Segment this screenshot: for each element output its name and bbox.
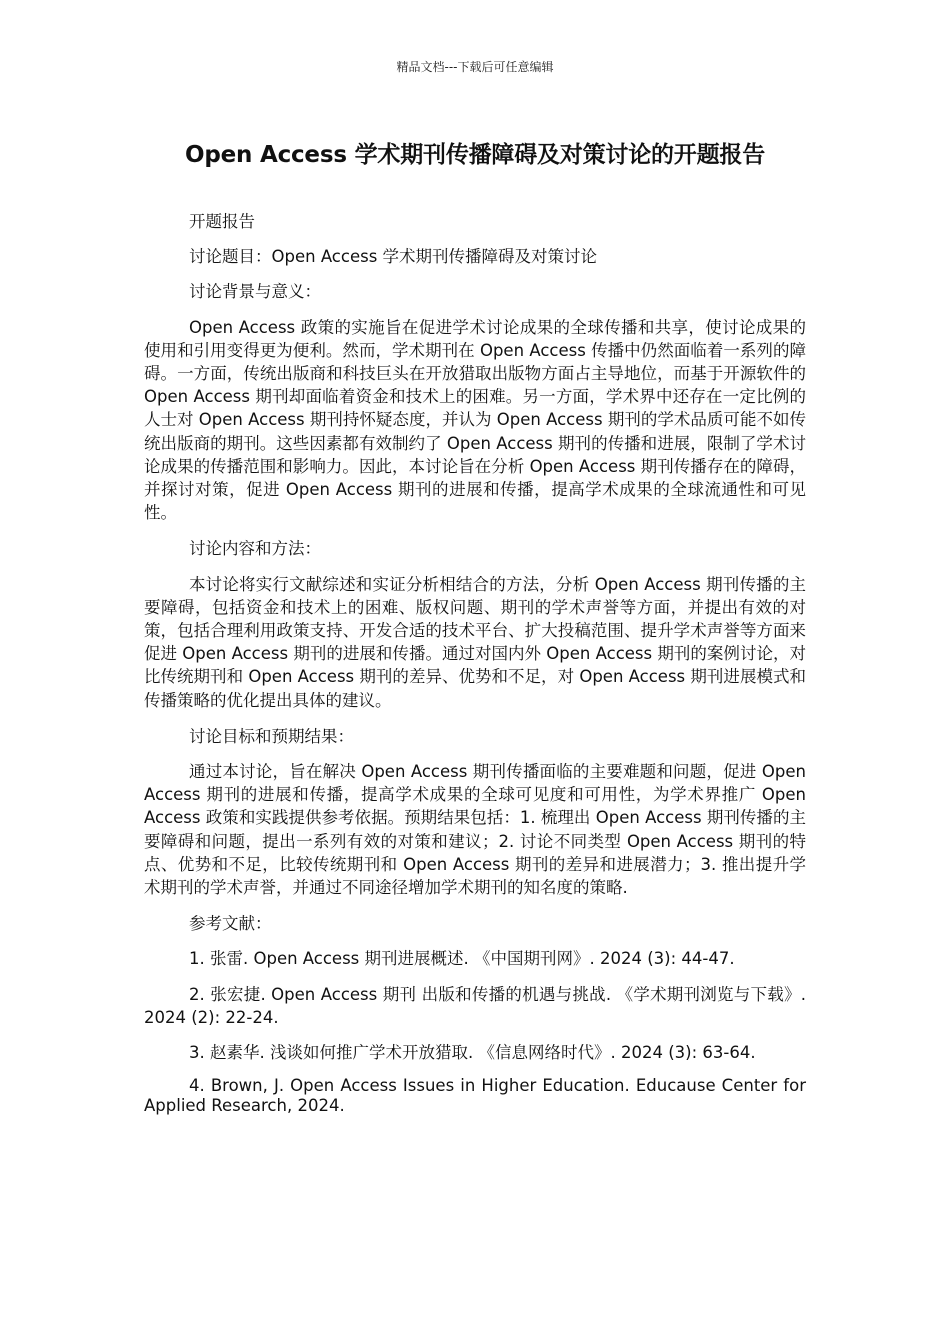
methods-heading: 讨论内容和方法： <box>189 539 321 559</box>
references-heading: 参考文献： <box>189 914 272 934</box>
document-body <box>144 210 806 1128</box>
methods-paragraph: 本讨论将实行文献综述和实证分析相结合的方法，分析 Open Access 期刊传播的主要障碍，包括资金和技术上的困难、版权问题、期刊的学术声誉等方面，并提出有效的对策，包括合理利用政策支持、开发合适的技术平台、扩大投稿范围、提升学术声誉等方面来促进 Open Access 期刊的进展和传播。通过对国内外 Open Access 期刊的案例讨论，对比传统期刊和 Open Access 期刊的差异、优势和不足，对 Open Access 期刊进展模式和传播策略的优化提出具体的建议。 <box>144 574 806 710</box>
reference-item: 1. 张雷. Open Access 期刊进展概述. 《中国期刊网》. 2024 (3): 44-47. <box>189 949 735 969</box>
goals-heading: 讨论目标和预期结果： <box>189 726 354 746</box>
page-header-note: 精品文档---下载后可任意编辑 <box>396 60 554 74</box>
background-heading: 讨论背景与意义： <box>189 282 321 302</box>
background-paragraph: Open Access 政策的实施旨在促进学术讨论成果的全球传播和共享，使讨论成果的使用和引用变得更为便利。然而，学术期刊在 Open Access 传播中仍然面临着一系列的障碍。一方面，传统出版商和科技巨头在开放猎取出版物方面占主导地位，而基于开源软件的 Open Access 期刊却面临着资金和技术上的困难。另一方面，学术界中还存在一定比例的人士对 Open Access 期刊持怀疑态度，并认为 Open Access 期刊的学术品质可能不如传统出版商的期刊。这些因素都有效制约了 Open Access 期刊的传播和进展，限制了学术讨论成果的传播范围和影响力。因此，本讨论旨在分析 Open Access 期刊传播存在的障碍，并探讨对策，促进 Open Access 期刊的进展和传播，提高学术成果的全球流通性和可见性。 <box>144 317 806 523</box>
goals-paragraph: 通过本讨论，旨在解决 Open Access 期刊传播面临的主要难题和问题，促进 Open Access 期刊的进展和传播，提高学术成果的全球可见度和可用性，为学术界推广 Open Access 政策和实践提供参考依据。预期结果包括：1. 梳理出 Open Access 期刊传播的主要障碍和问题，提出一系列有效的对策和建议；2. 讨论不同类型 Open Access 期刊的特点、优势和不足，比较传统期刊和 Open Access 期刊的差异和进展潜力；3. 推出提升学术期刊的学术声誉，并通过不同途径增加学术期刊的知名度的策略. <box>144 762 806 898</box>
document-title: Open Access 学术期刊传播障碍及对策讨论的开题报告 <box>184 142 766 168</box>
reference-item: 4. Brown, J. Open Access Issues in Higher Education. Educause Center for Applied Research, 2024. <box>144 1076 806 1116</box>
reference-item: 2. 张宏捷. Open Access 期刊 出版和传播的机遇与挑战. 《学术期刊浏览与下载》. 2024 (2): 22-24. <box>144 984 806 1027</box>
section-report-label: 开题报告 <box>189 212 255 231</box>
reference-item: 3. 赵素华. 浅谈如何推广学术开放猎取. 《信息网络时代》. 2024 (3): 63-64. <box>189 1043 756 1063</box>
topic-line: 讨论题目：Open Access 学术期刊传播障碍及对策讨论 <box>189 247 598 267</box>
